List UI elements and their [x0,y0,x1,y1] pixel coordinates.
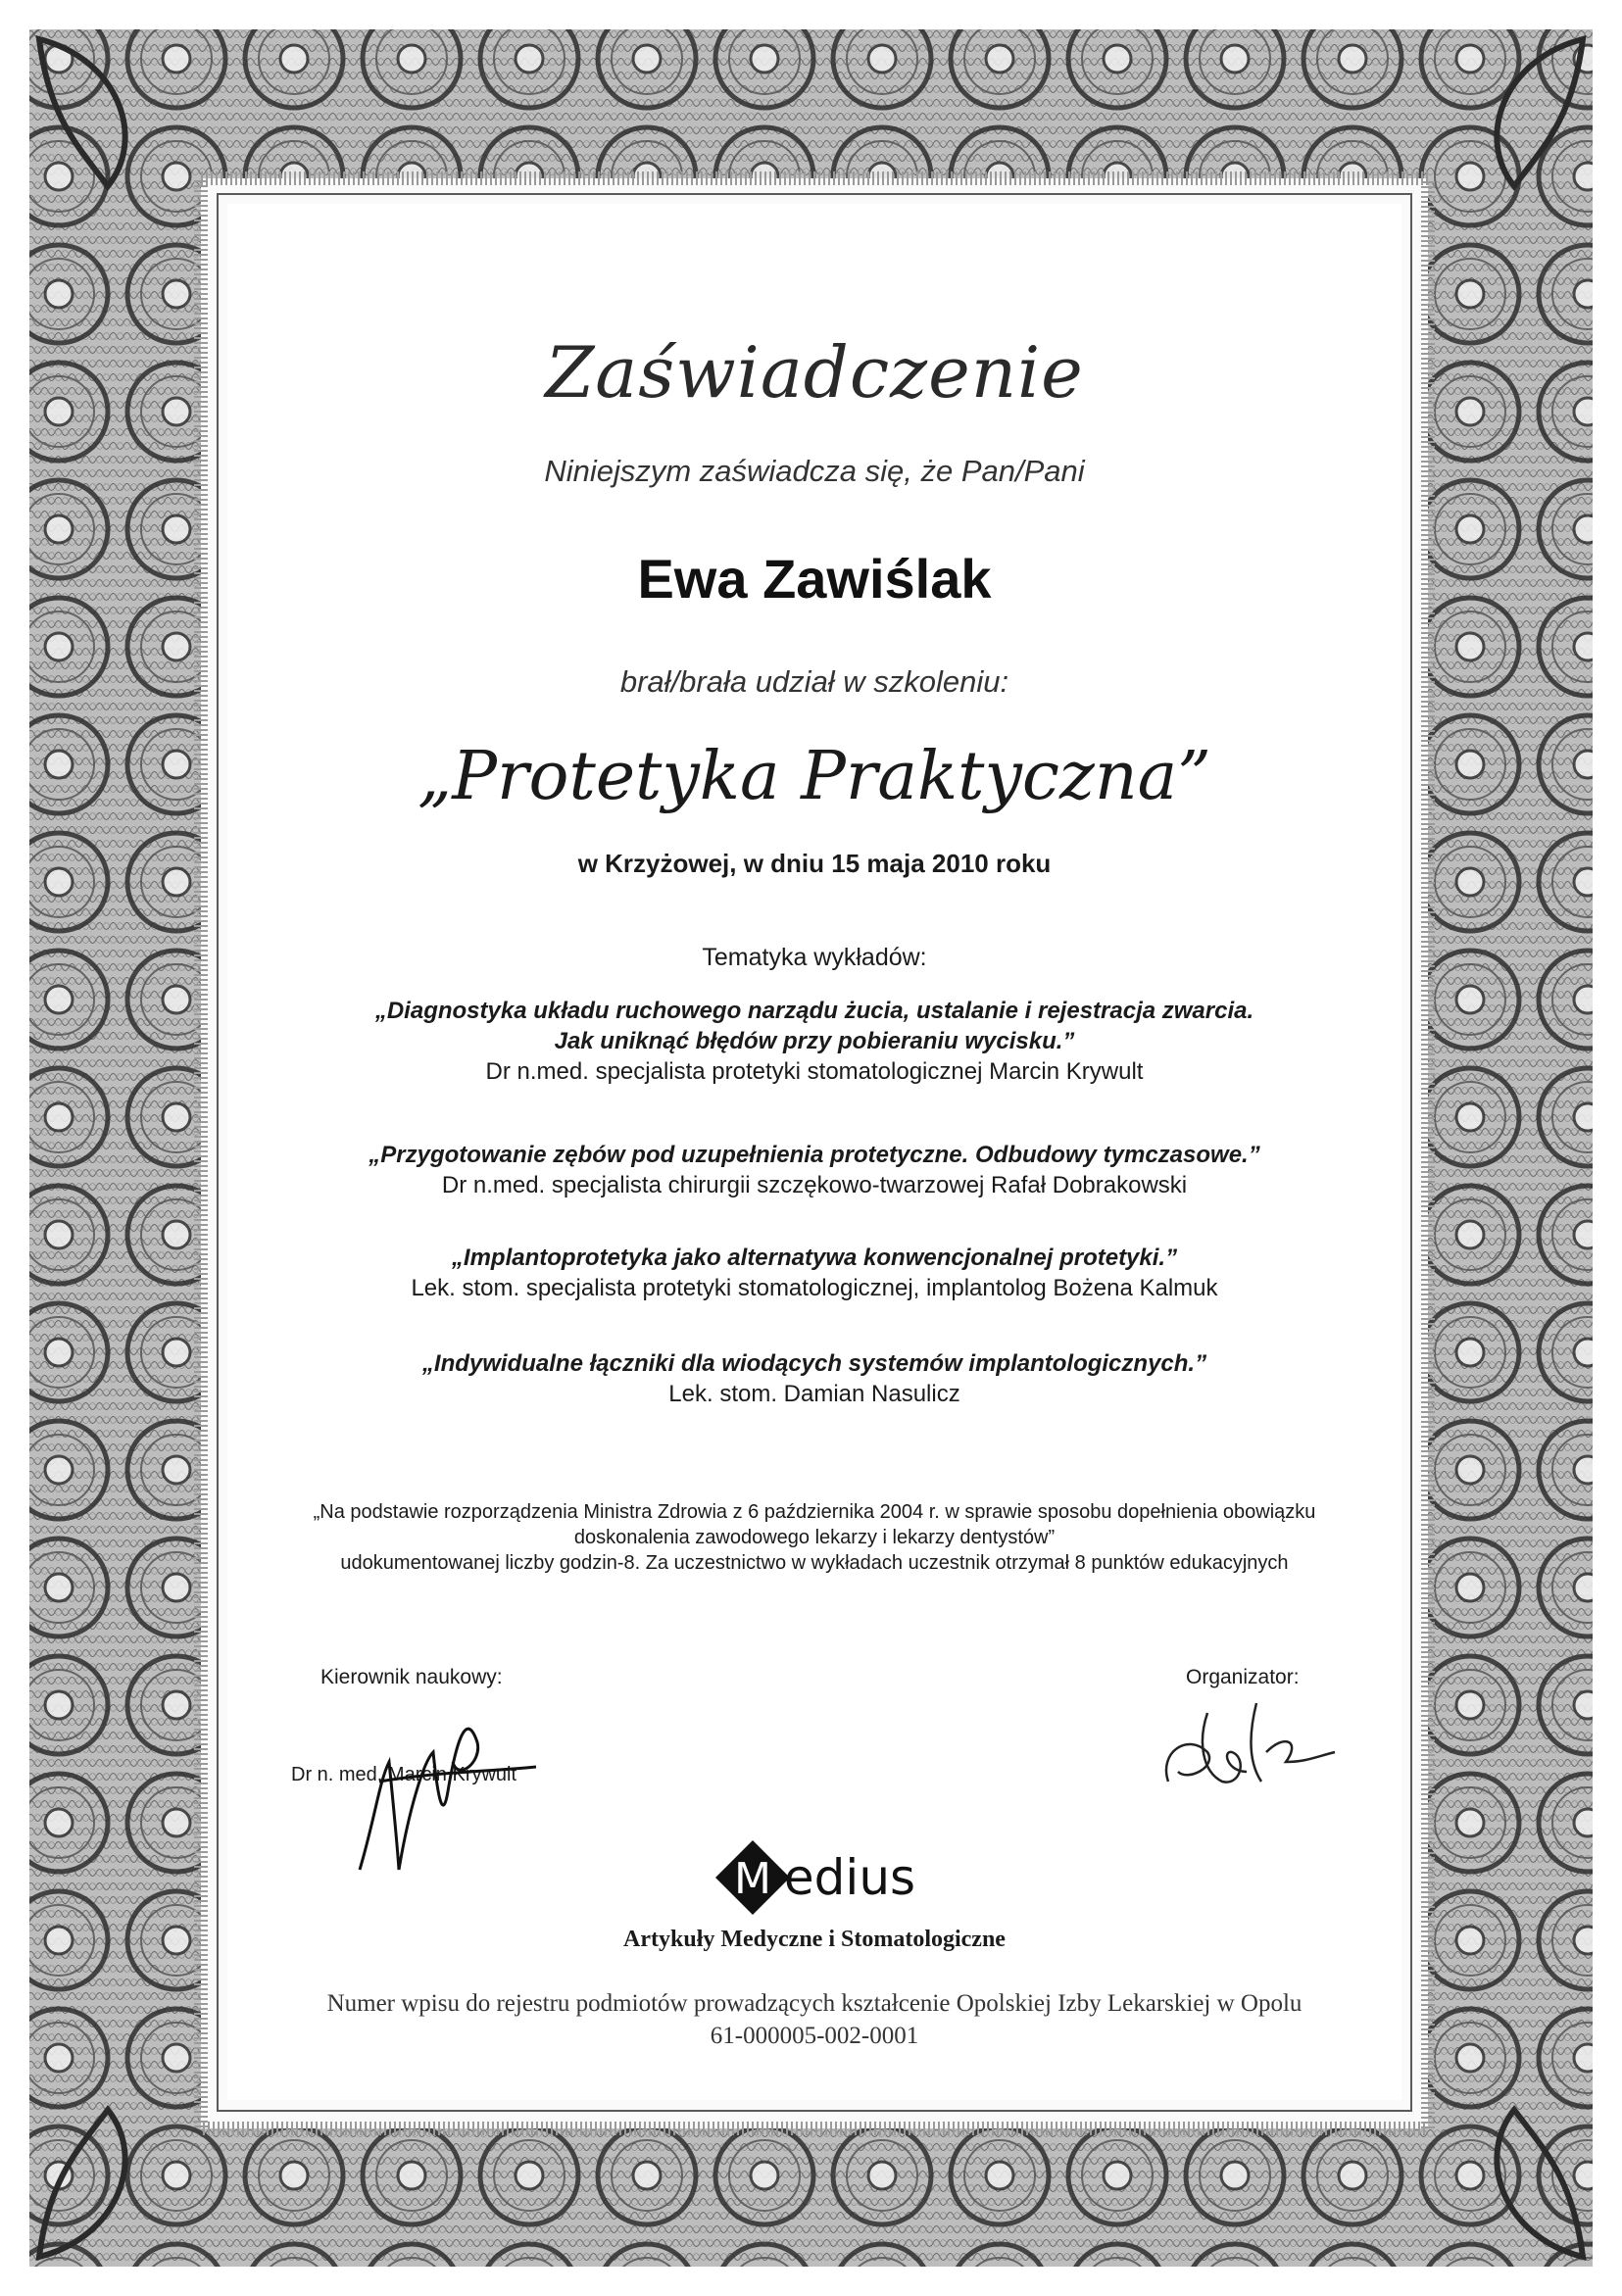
lecturer-name: Lek. stom. Damian Nasulicz [668,1381,960,1407]
topics-heading: Tematyka wykładów: [702,944,927,971]
logo-mark-letter: M [733,1854,771,1904]
registry-number: 61-000005-002-0001 [710,2023,919,2049]
lecture-item [227,1243,1401,1303]
registry-info [227,1987,1401,2052]
place-date: w Krzyżowej, w dniu 15 maja 2010 roku [577,849,1052,878]
scientific-director-label: Kierownik naukowy: [320,1666,503,1688]
legal-line: udokumentowanej liczby godzin-8. Za uczestnictwo w wykładach uczestnik otrzymał 8 punktów edukacyjnych [340,1552,1289,1574]
lecture-title: „Diagnostyka układu ruchowego narządu żucia, ustalanie i rejestracja zwarcia. [374,998,1254,1024]
intro-text: Niniejszym zaświadcza się, że Pan/Pani [544,454,1085,488]
lecture-item [227,996,1401,1087]
lecture-title: „Przygotowanie zębów pod uzupełnienia protetyczne. Odbudowy tymczasowe.” [369,1142,1260,1168]
participation-text: brał/brała udział w szkoleniu: [619,664,1009,699]
course-title: „Protetyka Praktyczna” [418,738,1211,815]
right-signature [1139,1674,1354,1811]
legal-line: doskonalenia zawodowego lekarzy i lekarzy dentystów” [573,1527,1056,1548]
lecture-title: „Implantoprotetyka jako alternatywa konwencjonalnej protetyki.” [451,1245,1178,1271]
legal-notice [227,1499,1401,1576]
logo-text: edius [783,1849,916,1906]
recipient-name: Ewa Zawiślak [637,548,992,610]
lecturer-name: Lek. stom. specjalista protetyki stomatologicznej, implantolog Bożena Kalmuk [411,1275,1218,1301]
certificate-body [227,204,1401,2100]
medius-logo-mark [713,1838,792,1917]
organizer-label: Organizator: [1186,1666,1300,1688]
lecturer-name: Dr n.med. specjalista chirurgii szczękowo-twarzowej Rafał Dobrakowski [441,1172,1188,1198]
registry-text: Numer wpisu do rejestru podmiotów prowadzących kształcenie Opolskiej Izby Lekarskiej w Opolu [326,1990,1303,2017]
scientific-director-name: Dr n. med. Marcin Krywult [291,1764,517,1785]
legal-line: „Na podstawie rozporządzenia Ministra Zdrowia z 6 października 2004 r. w sprawie sposobu dopełnienia obowiązku [313,1501,1316,1523]
company-name: Artykuły Medyczne i Stomatologiczne [623,1927,1006,1952]
company-logo [227,1838,1401,1917]
lecture-item [227,1348,1401,1409]
lecture-title-continued: Jak uniknąć błędów przy pobieraniu wycisku.” [554,1028,1075,1054]
lecturer-name: Dr n.med. specjalista protetyki stomatologicznej Marcin Krywult [485,1058,1144,1085]
lecture-title: „Indywidualne łączniki dla wiodących systemów implantologicznych.” [421,1350,1207,1377]
certificate-title: Zaświadczenie [545,331,1084,414]
lecture-item [227,1140,1401,1200]
